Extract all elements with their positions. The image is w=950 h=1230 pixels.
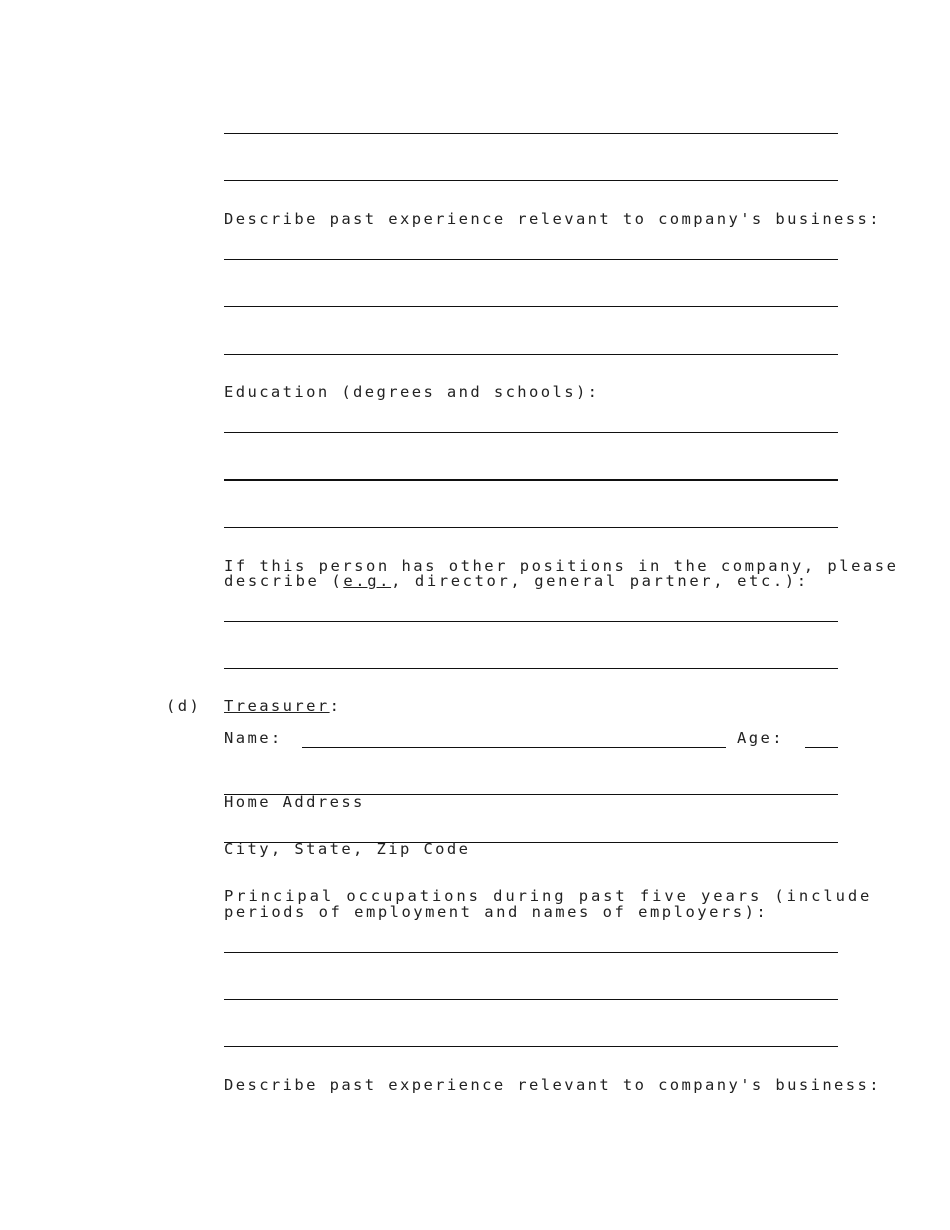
other-positions-text: , director, general partner, etc.): (391, 572, 809, 590)
other-positions-label-line2 (224, 574, 809, 589)
home-address-label: Home Address (224, 793, 365, 811)
experience-label: Describe past experience relevant to company's business: (224, 1076, 881, 1094)
treasurer-title: Treasurer (224, 697, 330, 715)
answer-line[interactable] (224, 259, 838, 260)
section-marker: (d) (166, 697, 202, 715)
age-field-line[interactable] (805, 747, 838, 748)
other-positions-label-line1: If this person has other positions in the company, please (224, 557, 899, 575)
answer-line[interactable] (224, 999, 838, 1000)
answer-line[interactable] (224, 479, 838, 481)
education-label: Education (degrees and schools): (224, 383, 600, 401)
answer-line[interactable] (224, 668, 838, 669)
section-title (224, 699, 341, 714)
occupations-label-line2: periods of employment and names of employers): (224, 903, 769, 921)
answer-line[interactable] (224, 180, 838, 181)
answer-line[interactable] (224, 621, 838, 622)
name-label: Name: (224, 729, 283, 747)
city-state-zip-label: City, State, Zip Code (224, 840, 471, 858)
other-positions-text: describe ( (224, 572, 344, 590)
age-label: Age: (737, 729, 784, 747)
title-colon: : (329, 697, 342, 715)
answer-line[interactable] (224, 1046, 838, 1047)
answer-line[interactable] (224, 354, 838, 355)
answer-line[interactable] (224, 952, 838, 953)
answer-line[interactable] (224, 527, 838, 528)
answer-line[interactable] (224, 432, 838, 433)
answer-line[interactable] (224, 306, 838, 307)
eg-abbreviation: e.g. (343, 572, 392, 590)
answer-line[interactable] (224, 133, 838, 134)
experience-label: Describe past experience relevant to company's business: (224, 210, 881, 228)
occupations-label-line1: Principal occupations during past five years (include (224, 887, 873, 905)
name-field-line[interactable] (302, 747, 726, 748)
